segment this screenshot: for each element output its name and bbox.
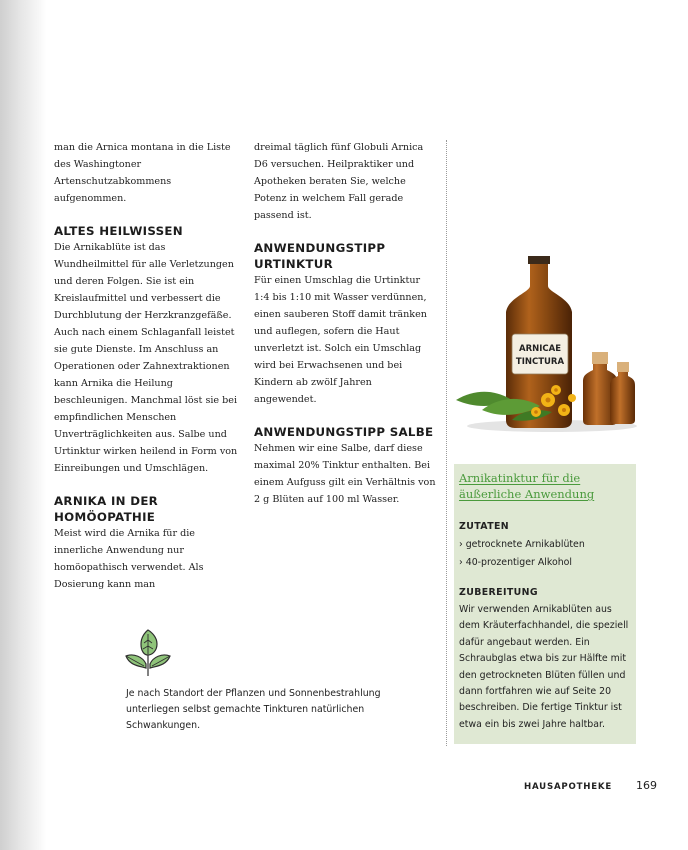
page-number: 169 [636,779,657,792]
preparation-heading: ZUBEREITUNG [459,587,539,598]
plant-leaves-icon [123,628,173,678]
note-text: Je nach Standort der Pflanzen und Sonnenbestrahlung unterliegen selbst gemachte Tinkturen natürlichen Schwankungen. [126,688,381,731]
recipe-title: Arnikatinktur für die äußerliche Anwendung [459,471,595,501]
ingredients-heading: ZUTATEN [459,521,510,532]
section-heading: ANWENDUNGSTIPP URTINKTUR [254,241,386,271]
section-text: Nehmen wir eine Salbe, darf diese maximal 20% Tinktur enthalten. Bei einem Aufguss gilt ein Verhältnis von 2 g Blüten auf 100 ml Wasser. [254,443,436,505]
ingredient-item: › 40-prozentiger Alkohol [459,557,572,568]
column-intro-text: man die Arnica montana in die Liste des Washingtoner Artenschutzabkommens aufgenommen. [54,142,231,204]
section-text: Für einen Umschlag die Urtinktur 1:4 bis 1:10 mit Wasser verdünnen, einen sauberen Stoff damit tränken und auflegen, sofern die Haut unverletzt ist. Solch ein Umschlag wird bei Erwachsenen und bei Kindern ab zwölf Jahren angewendet. [254,275,427,405]
footer-section-label: HAUSAPOTHEKE [524,782,613,792]
preparation-text: Wir verwenden Arnikablüten aus dem Kräuterfachhandel, die speziell dafür angebaut werden. Ein Schraubglas etwa bis zur Hälfte mit den getrockneten Blüten füllen und dann fortfahren wie auf Seite 20 beschreiben. Die fertige Tinktur ist etwa ein bis zwei Jahre haltbar. [459,604,629,730]
text-column-left [54,139,238,593]
text-column-middle [254,139,436,508]
column-divider [446,140,447,746]
section-heading: ANWENDUNGSTIPP SALBE [254,425,434,439]
bottle-label-line2: TINCTURA [515,357,565,367]
section-heading: ALTES HEILWISSEN [54,224,183,238]
section-text: Meist wird die Arnika für die innerliche Anwendung nur homöopathisch verwendet. Als Dosierung kann man [54,528,204,590]
column-intro-text: dreimal täglich fünf Globuli Arnica D6 versuchen. Heilpraktiker und Apotheken beraten Sie, welche Potenz in welchem Fall gerade passend ist. [254,142,424,221]
ingredient-item: › getrocknete Arnikablüten [459,539,585,550]
arnica-tincture-bottles-image [452,250,642,440]
section-text: Die Arnikablüte ist das Wundheilmittel für alle Verletzungen und deren Folgen. Sie ist ein Kreislaufmittel und verbessert die Durchblutung der Herzkranzgefäße. Auch nach einem Schlaganfall leistet sie gute Dienste. Im Anschluss an Operationen oder Zahnextraktionen kann Arnika die Heilung beschleunigen. Manchmal löst sie bei empfindlichen Menschen Unverträglichkeiten aus. Salbe und Urtinktur wirken heilend in Form von Einreibungen und Umschlägen. [54,242,238,474]
recipe-box [454,464,636,744]
bottle-label-line1: ARNICAE [518,344,562,354]
page-gutter-shadow [0,0,46,850]
section-heading: ARNIKA IN DER HOMÖOPATHIE [54,494,159,524]
